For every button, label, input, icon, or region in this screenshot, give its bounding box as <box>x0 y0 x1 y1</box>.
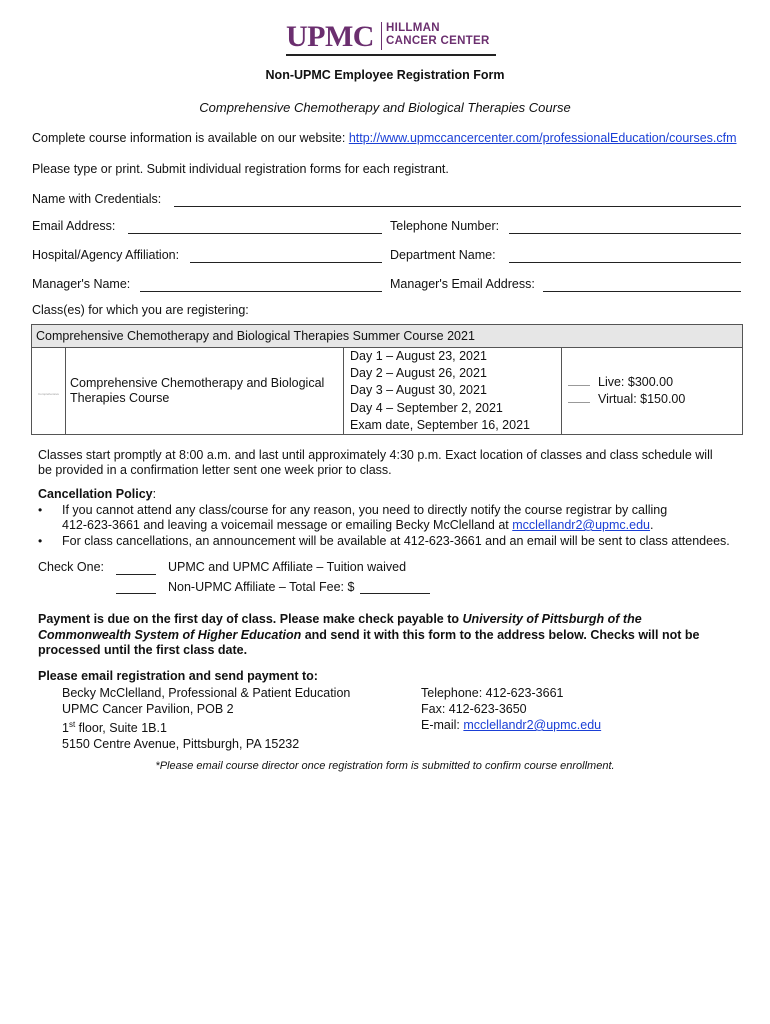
logo-divider <box>381 22 382 50</box>
payment-instructions: Payment is due on the first day of class. Please make check payable to University of Pittsburgh of the Commonwealth System of Higher Education and send it with this form to the address below. Checks will not be processed until the first class date. <box>38 612 700 657</box>
cancellation-heading: Cancellation Policy: <box>38 487 157 501</box>
upmc-hillman-logo <box>286 18 496 58</box>
course-subtitle: Comprehensive Chemotherapy and Biological Therapies Course <box>199 100 571 115</box>
mailing-address: Becky McClelland, Professional & Patient Education UPMC Cancer Pavilion, POB 2 1st floor, Suite 1B.1 5150 Centre Avenue, Pittsburgh, PA 15232 <box>62 686 351 752</box>
phone-label: Telephone Number: <box>390 219 500 233</box>
department-label: Department Name: <box>390 248 496 262</box>
course-date: Day 4 – September 2, 2021 <box>350 400 503 415</box>
name-label: Name with Credentials: <box>32 192 162 206</box>
logo-brand: UPMC <box>286 20 374 53</box>
classes-note: Classes start promptly at 8:00 a.m. and last until approximately 4:30 p.m. Exact location of classes and class schedule will be provided in a confirmation letter sent one week prior to class. <box>38 448 713 477</box>
live-fee-option[interactable] <box>568 374 738 391</box>
bullet-icon: • <box>38 534 43 548</box>
virtual-fee-option[interactable] <box>568 391 738 408</box>
course-fee-cell <box>562 348 743 435</box>
mailing-heading: Please email registration and send payment to: <box>38 669 318 683</box>
contact-phone: Telephone: 412-623-3661 <box>421 686 564 700</box>
manager-email-field[interactable] <box>543 290 741 292</box>
contact-fax: Fax: 412-623-3650 <box>421 702 527 716</box>
manager-label: Manager's Name: <box>32 277 131 291</box>
manager-field[interactable] <box>140 290 382 292</box>
classes-table <box>31 324 743 435</box>
check-option-2: Non-UPMC Affiliate – Total Fee: $ <box>168 580 355 594</box>
check-one-label: Check One: <box>38 560 105 574</box>
virtual-fee: Virtual: $150.00 <box>598 392 686 406</box>
cancellation-bullet-2: For class cancellations, an announcement will be available at 412-623-3661 and an email will be sent to class attendees. <box>62 534 730 548</box>
course-date: Day 2 – August 26, 2021 <box>350 366 487 381</box>
total-fee-field[interactable] <box>360 592 430 594</box>
registrar-email-link[interactable]: mcclellandr2@upmc.edu <box>512 518 651 532</box>
course-date: Exam date, September 16, 2021 <box>350 417 530 432</box>
logo-underline <box>286 54 496 56</box>
classes-label: Class(es) for which you are registering: <box>32 303 249 317</box>
contact-email-link[interactable]: mcclellandr2@upmc.edu <box>463 718 602 732</box>
name-field[interactable] <box>174 205 741 207</box>
course-website-link[interactable]: http://www.upmccancercenter.com/professionalEducation/courses.cfm <box>348 131 737 145</box>
contact-info: Telephone: 412-623-3661 Fax: 412-623-3650 E-mail: mcclellandr2@upmc.edu <box>421 686 602 732</box>
affiliation-field[interactable] <box>190 261 382 263</box>
check-option-1-blank[interactable] <box>116 573 156 575</box>
department-field[interactable] <box>509 261 741 263</box>
instructions: Please type or print. Submit individual registration forms for each registrant. <box>32 162 449 176</box>
check-option-1: UPMC and UPMC Affiliate – Tuition waived <box>168 560 407 574</box>
course-date: Day 3 – August 30, 2021 <box>350 383 487 398</box>
check-option-2-blank[interactable] <box>116 592 156 594</box>
phone-field[interactable] <box>509 232 741 234</box>
affiliation-label: Hospital/Agency Affiliation: <box>32 248 180 262</box>
course-date: Day 1 – August 23, 2021 <box>350 349 487 363</box>
live-fee: Live: $300.00 <box>598 375 674 389</box>
info-line: Complete course information is available on our website: http://www.upmccancercenter.com/professionalEducation/courses.cfm <box>32 131 737 145</box>
email-field[interactable] <box>128 232 382 234</box>
classes-table-header: Comprehensive Chemotherapy and Biological Therapies Summer Course 2021 <box>32 325 743 348</box>
logo-subtitle: HILLMAN CANCER CENTER <box>386 22 490 47</box>
footer-note: *Please email course director once registration form is submitted to confirm course enrollment. <box>155 760 615 772</box>
course-select-cell[interactable] <box>32 348 66 435</box>
course-thumbnail-text: Comprehensive <box>37 392 59 396</box>
course-dates-cell <box>344 348 562 435</box>
email-label: Email Address: <box>32 219 116 233</box>
course-name-cell: Comprehensive Chemotherapy and Biological Therapies Course <box>66 348 344 435</box>
cancellation-bullet-1: If you cannot attend any class/course for any reason, you need to directly notify the course registrar by calling 412-623-3661 and leaving a voicemail message or emailing Becky McClelland at mcclellandr2@upmc.edu. <box>62 503 668 532</box>
manager-email-label: Manager's Email Address: <box>390 277 535 291</box>
form-title: Non-UPMC Employee Registration Form <box>265 68 505 82</box>
bullet-icon: • <box>38 503 43 517</box>
